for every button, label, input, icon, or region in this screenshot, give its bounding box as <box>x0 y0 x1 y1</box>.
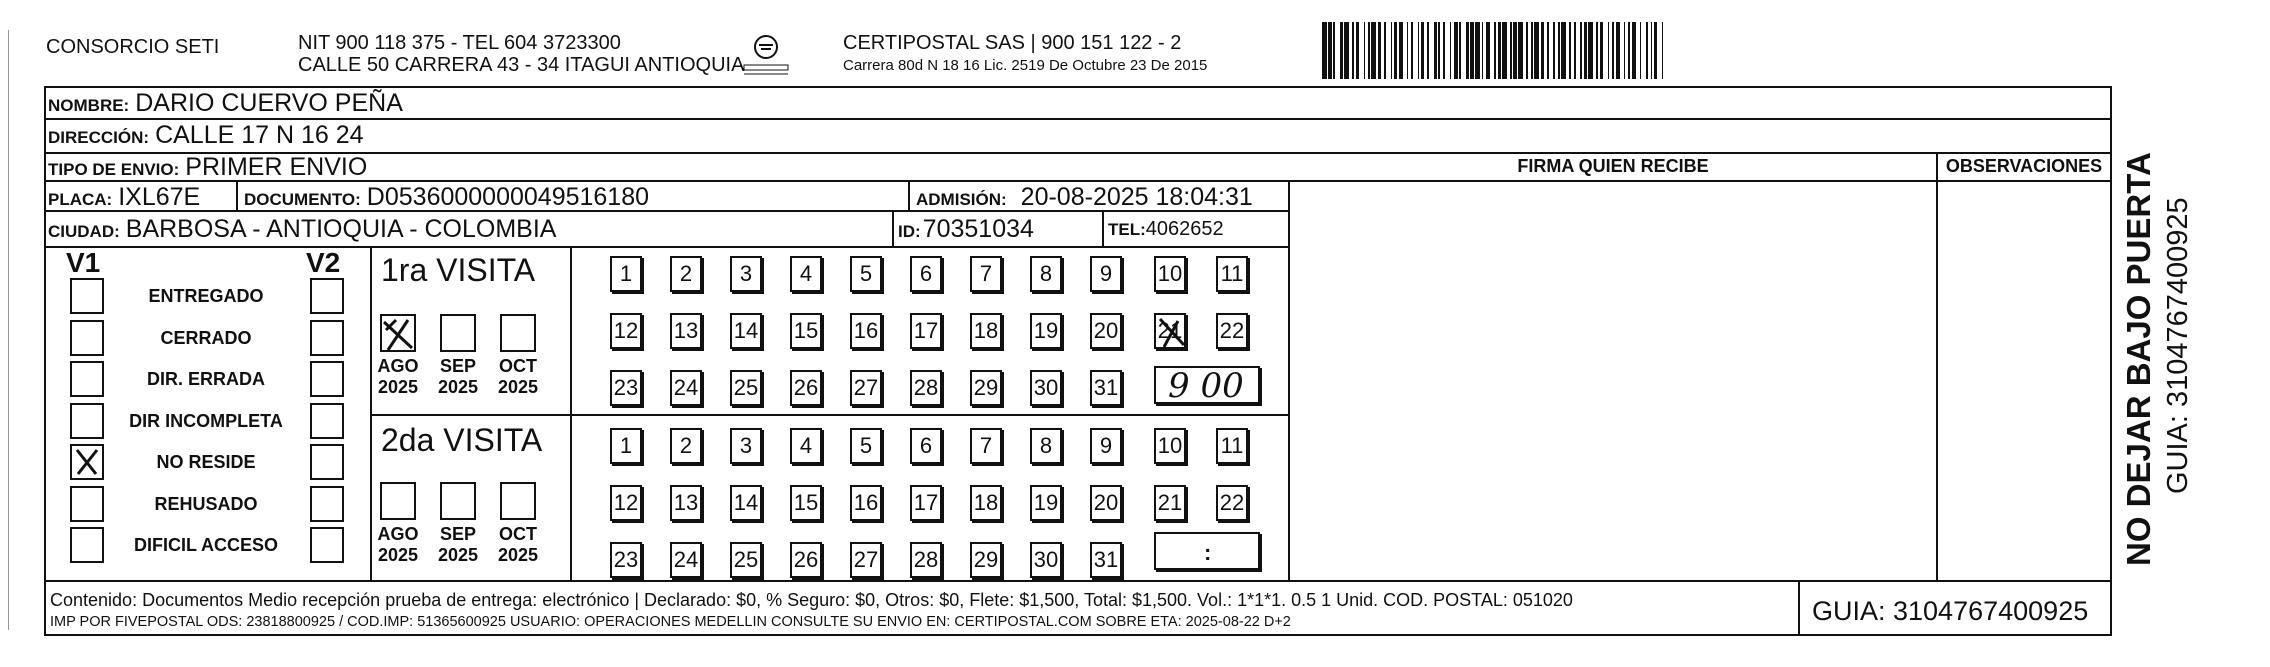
footer-imp: IMP POR FIVEPOSTAL ODS: 23818800925 / COD.IMP: 51365600925 USUARIO: OPERACIONES MEDELLIN CONSULTE SU ENVIO EN: CERTIPOSTAL.COM SOBRE ETA: 2025-08-22 D+2 <box>50 614 1291 630</box>
day-number: 28 <box>913 375 939 400</box>
second-visit-day[interactable] <box>910 485 942 521</box>
second-visit-day[interactable] <box>610 485 642 521</box>
first-visit-day[interactable] <box>610 370 642 406</box>
day-number: 6 <box>919 261 933 286</box>
tipo-envio-field <box>48 153 367 182</box>
day-number: 27 <box>853 547 879 572</box>
status-label: NO RESIDE <box>156 452 256 472</box>
footer-contenido: Contenido: Documentos Medio recepción prueba de entrega: electrónico | Declarado: $0, % Seguro: $0, Otros: $0, Flete: $1,500, Total: $1,500. Vol.: 1*1*1. 0.5 1 Unid. COD. POSTAL: 051020 <box>50 590 1573 610</box>
tel-label: TEL: <box>1108 220 1146 239</box>
second-visit-month-box[interactable] <box>500 482 536 520</box>
certipostal-name: CERTIPOSTAL SAS | 900 151 122 - 2 <box>843 32 1182 54</box>
day-number: 21 <box>1157 490 1183 515</box>
month-year: 2025 <box>437 377 479 397</box>
second-visit-day[interactable] <box>970 428 1002 464</box>
first-visit-day[interactable] <box>1090 313 1122 349</box>
first-visit-day[interactable] <box>970 370 1002 406</box>
day-number: 2 <box>679 433 693 458</box>
day-number: 4 <box>799 261 813 286</box>
second-visit-day[interactable] <box>670 542 702 578</box>
first-visit-day[interactable] <box>1216 313 1248 349</box>
day-number: 31 <box>1093 547 1119 572</box>
day-number: 15 <box>793 490 819 515</box>
month-label <box>430 524 486 566</box>
status-label: CERRADO <box>160 327 252 348</box>
ciudad-label: CIUDAD: <box>48 222 120 241</box>
day-number: 19 <box>1033 490 1059 515</box>
month-label <box>370 524 426 566</box>
day-number: 12 <box>613 490 639 515</box>
placa-field <box>48 183 200 212</box>
first-visit-day[interactable] <box>1090 256 1122 292</box>
v1-label: V1 <box>66 247 101 278</box>
day-number: 23 <box>613 547 639 572</box>
first-visit-day[interactable] <box>1216 256 1248 292</box>
second-visit-day[interactable] <box>850 485 882 521</box>
month-label <box>430 356 486 398</box>
day-number: 6 <box>919 433 933 458</box>
first-visit-day[interactable] <box>610 256 642 292</box>
direccion-value: CALLE 17 N 16 24 <box>155 121 364 149</box>
second-visit-title: 2da VISITA <box>381 422 543 458</box>
firma-header: FIRMA QUIEN RECIBE <box>1517 156 1709 176</box>
row-divider <box>370 414 1289 416</box>
day-number: 25 <box>733 375 759 400</box>
second-visit-day[interactable] <box>610 428 642 464</box>
first-visit-month-box[interactable] <box>440 314 476 352</box>
month-name: OCT <box>499 356 537 376</box>
first-visit-day[interactable] <box>910 256 942 292</box>
day-number: 3 <box>739 261 753 286</box>
month-name: SEP <box>439 524 477 544</box>
day-number: 20 <box>1093 490 1119 515</box>
v2-checkbox[interactable] <box>310 320 344 356</box>
month-year: 2025 <box>437 545 479 565</box>
first-visit-day[interactable] <box>970 313 1002 349</box>
first-visit-day[interactable] <box>670 313 702 349</box>
day-number: 8 <box>1039 433 1053 458</box>
second-visit-day[interactable] <box>1030 485 1062 521</box>
col-divider <box>236 180 238 212</box>
second-visit-day[interactable] <box>910 428 942 464</box>
col-divider <box>1288 180 1290 581</box>
first-visit-title: 1ra VISITA <box>381 252 536 288</box>
first-visit-day[interactable] <box>790 256 822 292</box>
first-visit-day[interactable] <box>790 370 822 406</box>
second-visit-day[interactable] <box>850 542 882 578</box>
tel-value: 4062652 <box>1145 218 1224 240</box>
day-number: 9 <box>1099 261 1113 286</box>
first-visit-day[interactable] <box>790 313 822 349</box>
day-number: 16 <box>853 490 879 515</box>
second-visit-day[interactable] <box>1216 485 1248 521</box>
v2-checkbox[interactable] <box>310 361 344 397</box>
day-number: 23 <box>613 375 639 400</box>
day-number: 16 <box>853 318 879 343</box>
admision-value: 20-08-2025 18:04:31 <box>1020 183 1253 211</box>
first-visit-day[interactable] <box>910 313 942 349</box>
second-visit-day[interactable] <box>790 485 822 521</box>
second-visit-day[interactable] <box>910 542 942 578</box>
v2-checkbox[interactable] <box>310 403 344 439</box>
day-number: 18 <box>973 490 999 515</box>
first-visit-day[interactable] <box>670 370 702 406</box>
first-visit-month-box[interactable] <box>380 314 416 352</box>
day-number: 29 <box>973 547 999 572</box>
month-name: SEP <box>439 356 477 376</box>
v2-label: V2 <box>306 247 341 278</box>
footer-guia: GUIA: 3104767400925 <box>1812 596 2089 626</box>
status-label: DIR INCOMPLETA <box>129 410 283 431</box>
day-number: 22 <box>1219 490 1245 515</box>
barcode <box>1322 22 1667 79</box>
direccion-label: DIRECCIÓN: <box>48 128 150 147</box>
first-visit-day[interactable] <box>850 313 882 349</box>
day-number: 12 <box>613 318 639 343</box>
day-number: 24 <box>673 547 699 572</box>
day-number: 13 <box>673 490 699 515</box>
first-visit-time-box[interactable] <box>1154 366 1260 404</box>
day-number: 24 <box>673 375 699 400</box>
first-visit-time: 9 00 <box>1168 366 1244 406</box>
first-visit-month-box[interactable] <box>500 314 536 352</box>
second-visit-day[interactable] <box>790 542 822 578</box>
second-visit-day[interactable] <box>790 428 822 464</box>
side-divider <box>2110 86 2112 636</box>
month-name: AGO <box>377 356 419 376</box>
second-visit-day[interactable] <box>1216 428 1248 464</box>
nombre-field <box>48 89 403 118</box>
day-number: 7 <box>979 433 993 458</box>
placa-value: IXL67E <box>118 183 201 211</box>
id-value: 70351034 <box>922 215 1034 243</box>
first-visit-day[interactable] <box>730 370 762 406</box>
v2-checkbox[interactable] <box>310 486 344 522</box>
documento-value: D0536000000049516180 <box>366 183 650 211</box>
day-number: 30 <box>1033 375 1059 400</box>
nit-line: NIT 900 118 375 - TEL 604 3723300 <box>298 32 621 54</box>
day-number: 11 <box>1220 433 1244 458</box>
second-visit-day[interactable] <box>970 485 1002 521</box>
second-visit-month-box[interactable] <box>440 482 476 520</box>
day-number: 5 <box>859 433 873 458</box>
day-number: 27 <box>853 375 879 400</box>
day-number: 20 <box>1093 318 1119 343</box>
v1-checkbox[interactable] <box>70 444 104 480</box>
first-visit-day[interactable] <box>1030 256 1062 292</box>
first-visit-day[interactable] <box>610 313 642 349</box>
company-name: CONSORCIO SETI <box>46 36 220 58</box>
day-number: 9 <box>1099 433 1113 458</box>
month-name: OCT <box>499 524 537 544</box>
v1-checkbox[interactable] <box>70 320 104 356</box>
first-visit-day[interactable] <box>1030 370 1062 406</box>
status-label: ENTREGADO <box>148 286 264 306</box>
day-number: 4 <box>799 433 813 458</box>
day-number: 7 <box>979 261 993 286</box>
col-divider <box>908 180 910 212</box>
col-divider <box>1936 152 1938 581</box>
second-visit-time: : <box>1204 540 1212 565</box>
first-visit-day[interactable] <box>1154 256 1186 292</box>
day-number: 5 <box>859 261 873 286</box>
side-guia: GUIA: 3104767400925 <box>2162 197 2194 494</box>
second-visit-day[interactable] <box>610 542 642 578</box>
second-visit-day[interactable] <box>1154 428 1186 464</box>
first-visit-day[interactable] <box>970 256 1002 292</box>
second-visit-day[interactable] <box>670 485 702 521</box>
day-number: 1 <box>619 433 633 458</box>
footer-divider <box>44 580 2110 582</box>
status-label: REHUSADO <box>154 493 258 514</box>
admision-field <box>916 183 1253 212</box>
certipostal-logo-icon <box>742 33 790 79</box>
day-number: 13 <box>673 318 699 343</box>
ciudad-field <box>48 215 556 244</box>
row-divider <box>44 118 2110 120</box>
month-label <box>370 356 426 398</box>
day-number: 10 <box>1157 261 1183 286</box>
documento-label: DOCUMENTO: <box>244 190 361 209</box>
second-visit-day[interactable] <box>1090 542 1122 578</box>
day-number: 26 <box>793 547 819 572</box>
day-number: 8 <box>1039 261 1053 286</box>
v1-checkbox[interactable] <box>70 361 104 397</box>
v2-checkbox[interactable] <box>310 278 344 314</box>
second-visit-day[interactable] <box>970 542 1002 578</box>
second-visit-day[interactable] <box>1030 428 1062 464</box>
col-divider <box>570 246 572 581</box>
v1-checkbox[interactable] <box>70 278 104 314</box>
day-number: 22 <box>1219 318 1245 343</box>
day-number: 29 <box>973 375 999 400</box>
second-visit-time-box[interactable] <box>1154 532 1260 570</box>
nombre-label: NOMBRE: <box>48 96 130 115</box>
day-number: 2 <box>679 261 693 286</box>
company-address: CALLE 50 CARRERA 43 - 34 ITAGUI ANTIOQUIA <box>298 54 745 76</box>
admision-label: ADMISIÓN: <box>916 190 1007 209</box>
status-label: DIFICIL ACCESO <box>133 535 278 555</box>
second-visit-day[interactable] <box>1030 542 1062 578</box>
ciudad-value: BARBOSA - ANTIOQUIA - COLOMBIA <box>125 215 557 243</box>
documento-field <box>244 183 649 212</box>
first-visit-day[interactable] <box>730 256 762 292</box>
first-visit-day[interactable] <box>910 370 942 406</box>
row-divider <box>44 246 1289 248</box>
day-number: 3 <box>739 433 753 458</box>
day-number: 31 <box>1093 375 1119 400</box>
side-notice: NO DEJAR BAJO PUERTA <box>2120 152 2157 566</box>
tipo-envio-label: TIPO DE ENVIO: <box>48 160 180 179</box>
day-number: 21 <box>1157 318 1183 343</box>
month-year: 2025 <box>497 377 539 397</box>
tel-field <box>1108 218 1224 241</box>
day-number: 28 <box>913 547 939 572</box>
v2-checkbox[interactable] <box>310 444 344 480</box>
placa-label: PLACA: <box>48 190 113 209</box>
v1-checkbox[interactable] <box>70 403 104 439</box>
second-visit-day[interactable] <box>1154 485 1186 521</box>
second-visit-month-box[interactable] <box>380 482 416 520</box>
month-label <box>490 356 546 398</box>
v1-checkbox[interactable] <box>70 486 104 522</box>
status-label: DIR. ERRADA <box>146 369 265 389</box>
nombre-value: DARIO CUERVO PEÑA <box>135 89 403 117</box>
second-visit-day[interactable] <box>730 428 762 464</box>
second-visit-day[interactable] <box>850 428 882 464</box>
v1-checkbox[interactable] <box>70 527 104 563</box>
col-divider <box>892 210 894 246</box>
v2-checkbox[interactable] <box>310 527 344 563</box>
first-visit-day[interactable] <box>670 256 702 292</box>
day-number: 30 <box>1033 547 1059 572</box>
day-number: 14 <box>733 318 759 343</box>
certipostal-address: Carrera 80d N 18 16 Lic. 2519 De Octubre 23 De 2015 <box>843 57 1208 74</box>
barcode-bar <box>1663 22 1666 79</box>
day-number: 26 <box>793 375 819 400</box>
check-mark-icon <box>1156 315 1188 351</box>
tipo-envio-value: PRIMER ENVIO <box>185 153 368 181</box>
direccion-field <box>48 121 364 150</box>
month-year: 2025 <box>377 377 419 397</box>
second-visit-day[interactable] <box>730 542 762 578</box>
day-number: 19 <box>1033 318 1059 343</box>
first-visit-day[interactable] <box>1030 313 1062 349</box>
first-visit-day[interactable] <box>850 370 882 406</box>
id-field <box>898 215 1034 244</box>
col-divider <box>1798 580 1800 636</box>
day-number: 17 <box>913 490 939 515</box>
second-visit-day[interactable] <box>1090 485 1122 521</box>
day-number: 10 <box>1157 433 1183 458</box>
month-label <box>490 524 546 566</box>
day-number: 14 <box>733 490 759 515</box>
day-number: 11 <box>1220 261 1244 286</box>
observaciones-header: OBSERVACIONES <box>1945 156 2103 176</box>
day-number: 25 <box>733 547 759 572</box>
first-visit-day[interactable] <box>730 313 762 349</box>
day-number: 1 <box>619 261 633 286</box>
month-name: AGO <box>377 524 419 544</box>
first-visit-day[interactable] <box>1154 313 1186 349</box>
first-visit-day[interactable] <box>850 256 882 292</box>
col-divider <box>1102 210 1104 246</box>
second-visit-day[interactable] <box>730 485 762 521</box>
scan-edge-line <box>8 30 9 630</box>
month-year: 2025 <box>497 545 539 565</box>
day-number: 17 <box>913 318 939 343</box>
second-visit-day[interactable] <box>1090 428 1122 464</box>
day-number: 15 <box>793 318 819 343</box>
day-number: 18 <box>973 318 999 343</box>
second-visit-day[interactable] <box>670 428 702 464</box>
month-year: 2025 <box>377 545 419 565</box>
first-visit-day[interactable] <box>1090 370 1122 406</box>
id-label: ID: <box>898 222 921 241</box>
